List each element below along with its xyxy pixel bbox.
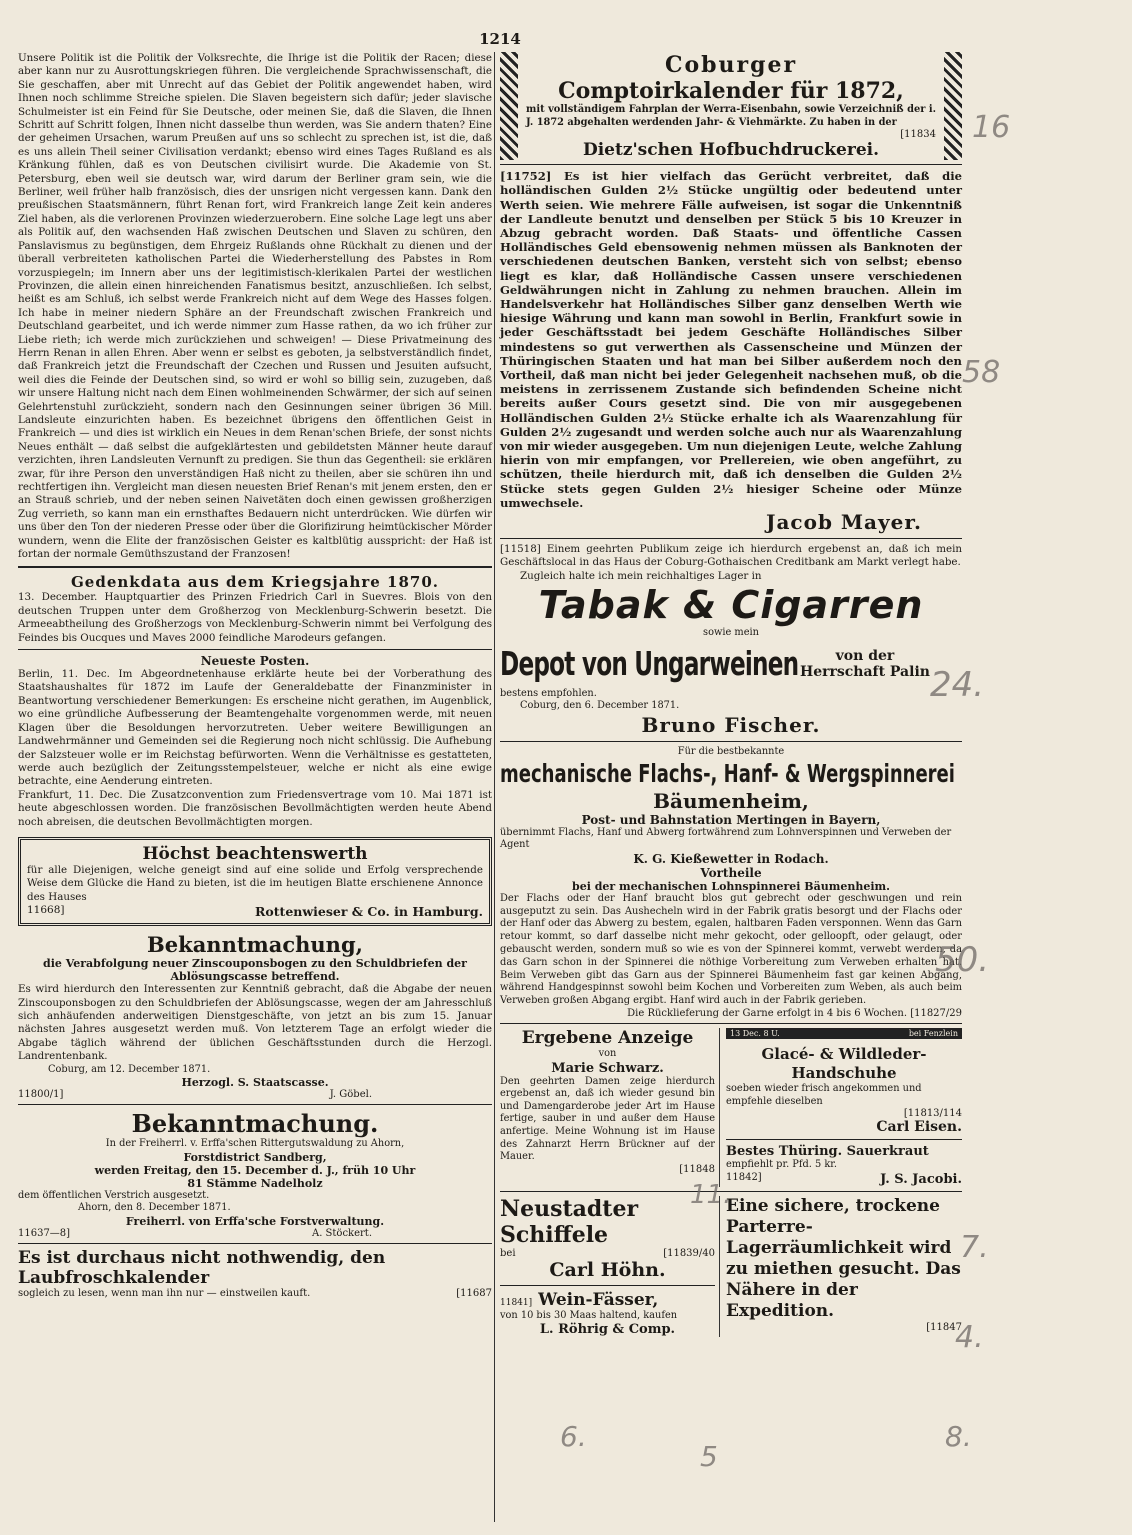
fischer-intro2: Zugleich halte ich mein reichhaltiges Lager in (520, 569, 762, 582)
handwritten-number: 5 (700, 1440, 718, 1473)
handwritten-number: 6. (560, 1420, 587, 1453)
laub-text: sogleich zu lesen, wenn man ihn nur — einstweilen kauft. (18, 1287, 311, 1299)
eisen-name: Carl Eisen. (876, 1119, 962, 1136)
parterre-ad (720, 1196, 962, 1338)
ornament-left (500, 52, 518, 160)
schwarz-number: [11848 (679, 1163, 715, 1175)
eisen-banner (726, 1028, 962, 1039)
handwritten-number: 8. (945, 1420, 972, 1453)
gedenk-text: 13. December. Hauptquartier des Prinzen Friedrich Carl in Suevres. Blois von den deutschen Truppen unter dem Großherzog von Mecklenburg-Schwerin besetzt. Die Armeeabtheilung des Großherzogs von Mecklenburg-Schwerin nimmt bei Verfolgung des Feindes bis Oucques und Maves 2000 feindliche Marodeurs gefangen. (18, 591, 492, 644)
handwritten-number: 50. (935, 940, 990, 980)
eisen-number: [11813/114 (903, 1108, 962, 1120)
schwarz-text: Den geehrten Damen zeige hierdurch ergebenst an, daß ich wieder gesund bin und Damengarderobe jeder Art im Hause fertige, sauber in und außer dem Hause anfertige. Meine Wohnung ist im Hause des Zahnarzt Herrn Brückner auf der Mauer. (500, 1075, 715, 1163)
mayer-name: Jacob Mayer. (766, 510, 922, 535)
divider (18, 1104, 492, 1105)
fischer-ad (500, 543, 962, 737)
sauerkraut-text: empfiehlt pr. Pfd. 5 kr. (726, 1159, 838, 1171)
handwritten-number: 4. (955, 1320, 984, 1355)
fischer-tabak: Tabak & Cigarren (538, 583, 924, 628)
eisen-text: soeben wieder frisch angekommen und empfehle dieselben (726, 1083, 922, 1107)
hoehn-name: Carl Höhn. (549, 1258, 666, 1281)
laub-number: [11687 (456, 1287, 492, 1299)
bek1-date: Coburg, am 12. December 1871. (48, 1063, 211, 1075)
spinn-l2: mechanische Flachs-, Hanf- & Wergspinnerei (500, 758, 955, 788)
bek1-number: 11800/1] (18, 1089, 64, 1101)
mayer-ad (500, 169, 962, 534)
hoechst-text: für alle Diejenigen, welche geneigt sind auf eine solide und Erfolg versprechende Weise dem Glücke die Hand zu bieten, ist die im heutigen Blatte erschienene Annonce des Hauses (27, 863, 483, 903)
handwritten-number: 11. (690, 1180, 732, 1210)
fischer-palin: Herrschaft Palin (800, 663, 930, 680)
bekanntmachung-2 (18, 1109, 492, 1239)
bek2-l3: werden Freitag, den 15. December d. J., früh 10 Uhr (94, 1163, 416, 1177)
posten-berlin: Berlin, 11. Dec. Im Abgeordnetenhause erklärte heute bei der Vorberathung des Staatshaushaltes für 1872 im Laufe der Generaldebatte der Finanzminister in Beantwortung verschiedener Bemerkungen: Es erscheine nicht gerathen, im Augenblick, wo eine gründliche Aufbesserung der Beamtengehalte vorgenommen werde, mit neuen Klagen über die Besoldungen hervorzutreten. Ueber weitere Bewilligungen an Landwehrmänner und Gemeinden sei die Regierung noch nicht schlüssig. Die Aufhebung der Salzsteuer wolle er im Reichstag befürworten. Wenn die Verhältnisse es gestatteten, werde auch bezüglich der Zeitungsstempelsteuer, welche er nicht als eine ewige betrachte, eine Aenderung eintreten. (18, 668, 492, 788)
posten-section (18, 654, 492, 829)
page-number: 1214 (479, 30, 521, 48)
bek2-l5: dem öffentlichen Verstrich ausgesetzt. (18, 1189, 210, 1201)
ornament-right (944, 52, 962, 160)
fischer-sowie: sowie mein (703, 627, 759, 639)
coburger-number: [11834 (900, 129, 936, 141)
wein-text: von 10 bis 30 Maas haltend, kaufen (500, 1309, 678, 1321)
hoehn-title: Neustadter Schiffele (500, 1195, 639, 1248)
bek2-l4: 81 Stämme Nadelholz (187, 1176, 323, 1190)
hoehn-ad (500, 1196, 720, 1338)
fischer-depot: Depot von Ungarweinen (500, 644, 799, 684)
sauerkraut-title: Bestes Thüring. Sauerkraut (726, 1144, 929, 1160)
divider (726, 1139, 962, 1140)
hoehn-bei: bei (500, 1247, 516, 1259)
hoehn-number: [11839/40 (663, 1247, 715, 1259)
bek1-title: Bekanntmachung, (147, 932, 363, 958)
fischer-best: bestens empfohlen. (500, 687, 597, 699)
bek2-l2: Forstdistrict Sandberg, (183, 1150, 327, 1164)
coburger-l3: mit vollständigem Fahrplan der Werra-Eisenbahn, sowie Verzeichniß der i. J. 1872 abgehalten werdenden Jahr- & Viehmärkte. Zu haben in der (526, 104, 936, 128)
hoechst-firm: Rottenwieser & Co. in Hamburg. (255, 904, 483, 920)
spinnerei-ad (500, 746, 962, 1019)
bek1-text: Es wird hierdurch den Interessenten zur Kenntniß gebracht, daß die Abgabe der neuen Zinscouponsbogen zu den Schuldbriefen der Ablösungscasse, wegen der am Jahresschluß sich anhäufenden anderweitigen Dienstgeschäfte, von jetzt an bis zum 15. Januar nächsten Jahres ausgesetzt werden muß. Von letzterem Tage an erfolgt wieder die Abgabe täglich während der üblichen Geschäftsstunden durch die Herzogl. Landrentenbank. (18, 983, 492, 1063)
bek1-sign: Herzogl. S. Staatscasse. (181, 1076, 329, 1090)
sauerkraut-name: J. S. Jacobi. (880, 1171, 962, 1187)
small-ads-row-2 (500, 1196, 962, 1338)
divider (500, 538, 962, 539)
fischer-date: Coburg, den 6. December 1871. (520, 700, 680, 712)
divider (500, 1285, 715, 1286)
mayer-text: [11752] Es ist hier vielfach das Gerücht verbreitet, daß die holländischen Gulden 2½ Stücke ungültig oder bedeutend unter Werth seien. Wie mehrere Fälle aufweisen, ist sogar die Unkenntniß der Landleute benutzt und denselben per Stück 5 bis 10 Kreuzer in Abzug gebracht worden. Daß Staats- und öffentliche Cassen Holländisches Geld ebensowenig nehmen müssen als Banknoten der verschiedenen deutschen Banken, versteht sich von selbst; ebenso liegt es klar, daß Holländische Cassen unsere verschiedenen Geldwährungen nicht in Zahlung zu nehmen brauchen. Allein im Handelsverkehr hat Holländisches Silber ganz denselben Werth wie hiesige Währung und kann man sowohl in Berlin, Frankfurt sowie in jeder Geschäftsstadt bei jedem Geschäfte Holländisches Silber mindestens so gut verwerthen als Cassenscheine und Münzen der Thüringischen Staaten und hat man bei Silber außerdem noch den Vortheil, daß man nicht bei jeder Gelegenheit nachsehen muß, ob die meistens in zerrissenem Zustande sich befindenden Scheine nicht bereits außer Cours gesetzt sind. Die von mir ausgegebenen Holländischen Gulden 2½ Stücke erhalte ich als Waarenzahlung für Gulden 2½ zugesandt und werden solche auch nur als Waarenzahlung von mir wieder ausgegeben. Um nun diejenigen Leute, welche Zahlung hierin von mir empfangen, vor Prellereien, wie oben angeführt, zu schützen, theile hierdurch mit, daß ich denselben die Gulden 2½ Stücke stets gegen Gulden 2½ hiesiger Scheine oder Münze umwechsele. (500, 169, 962, 510)
divider (18, 566, 492, 568)
coburger-l2: Comptoirkalender für 1872, (558, 78, 904, 104)
schwarz-name: Marie Schwarz. (551, 1060, 664, 1076)
parterre-number: [11847 (926, 1321, 962, 1333)
spinn-l1: Für die bestbekannte (677, 746, 785, 758)
coburger-l4: Dietz'schen Hofbuchdruckerei. (582, 140, 880, 161)
hoechst-title: Höchst beachtenswerth (142, 843, 368, 864)
laub-title: Es ist durchaus nicht nothwendig, den Laubfroschkalender (18, 1247, 386, 1288)
coburger-ad (500, 52, 962, 160)
wein-name: L. Röhrig & Comp. (539, 1322, 676, 1338)
bek1-name: J. Göbel. (329, 1089, 372, 1101)
spinn-l8: bei der mechanischen Lohnspinnerei Bäumenheim. (572, 879, 890, 893)
divider (500, 1023, 962, 1024)
divider (18, 649, 492, 650)
spinn-l7: Vortheile (700, 865, 762, 880)
handwritten-number: 16 (972, 110, 1011, 145)
bek2-number: 11637—8] (18, 1227, 71, 1239)
eisen-tag2: bei Fenzlein (908, 1029, 958, 1039)
bek2-title: Bekanntmachung. (131, 1109, 379, 1139)
politics-article: Unsere Politik ist die Politik der Volksrechte, die Ihrige ist die Politik der Racen; diese aber kann nur zu Ausrottungskriegen führen. Die vergleichende Sprachwissenschaft, die Sie geschaffen, aber mit Unrecht auf das Gebiet der Politik angewendet haben, wird Ihnen noch schlimme Streiche spielen. Die Slaven begeistern sich dafür; jeder slavische Schulmeister ist ein Feind für Sie Deutsche, oder meinen Sie, daß die Slaven, die Ihnen Schritt auf Schritt folgen, Ihnen nicht dasselbe thun werden, was Sie andern thaten? Eine der geheimen Ursachen, warum Preußen auf uns so schlecht zu sprechen ist, ist die, daß es uns allein Theil seiner Civilisation verdankt; ebenso wird eines Tages Rußland es als Kränkung fühlen, daß es von Deutschen civilisirt wurde. Die Akademie von St. Petersburg, eben weil sie deutsch war, wird darum der Berliner gram sein, wie die Berliner, weil früher halb französisch, dies der unsrigen nicht vergessen kann. Dank den preußischen Staatsmännern, führt Renan fort, wird Frankreich lange Zeit kein anderes Ziel haben, als die verlorenen Provinzen wiederzuerobern. Eine solche Lage legt uns aber als Politik auf, den wachsenden Haß zwischen Deutschen und Slaven zu schüren, den Panslavismus zu begünstigen, dem Ehrgeiz Rußlands ohne Rückhalt zu dienen und der überall verbreiteten katholischen Partei die Wiederherstellung des Pabstes in Rom vorzuspiegeln; im Innern aber uns der legitimistisch-klerikalen Partei der westlichen Provinzen, die allein einen hinreichenden Fanatismus besitzt, anzuschließen. Ich selbst, heißt es am Schluß, ich selbst werde Frankreich nicht auf dem Wege des Hasses folgen. Ich habe in meiner niedern Sphäre an der Freundschaft zwischen Frankreich und Deutschland gearbeitet, und ich werde nimmer zum Hasse rathen, da wo ich früher zur Liebe rieth; ich werde mich zurückziehen und schweigen! — Diese Privatmeinung des Herrn Renan in allen Ehren. Aber wenn er selbst es geboten, ja selbstverständlich findet, daß Frankreich jetzt die Freundschaft der Czechen und Russen und Jesuiten aufsucht, weil dies die Feinde der Deutschen sind, so wird er wohl so billig sein, zuzugeben, daß wir unsere Haltung nicht nach dem Einen wohlmeinenden Schwärmer, der sich auf seinen Gelehrtenstuhl zurückzieht, sondern nach den Gesinnungen seiner übrigen 36 Mill. Landsleute einzurichten haben. Es bezeichnet übrigens den öffentlichen Geist in Frankreich — und dies ist wirklich ein Neues in dem Renan'schen Briefe, der sonst nichts Neues enthält — daß selbst die aufgeklärtesten und gebildetsten Männer heute darauf verzichten, ihren Landsleuten Vernunft zu predigen. Sie thun das Gegentheil: sie erklären zwar, für ihre Person den unverständigen Haß nicht zu theilen, aber sie schüren ihn und rechtfertigen ihn. Vergleicht man diesen neuesten Brief Renan's mit jenem ersten, den er an Strauß schrieb, und der neben seinen Naivetäten doch einen gewissen großherzigen Zug verrieth, so kann man ein ernsthaftes Bedauern nicht unterdrücken. Wie dürfen wir uns über den Ton der niederen Presse oder über die Glorifizirung heimtückischer Mörder wundern, wenn die Elite der französischen Geister es kaltblütig ausspricht: der Haß ist fortan der normale Gemüthszustand der Franzosen! (18, 52, 492, 561)
spinn-text: Der Flachs oder der Hanf braucht blos gut gebrecht oder geschwungen und rein ausgeputzt zu sein. Das Aushecheln wird in der Fabrik gratis besorgt und der Flachs oder der Hanf oder das Abwerg zu bestem, egalen, haltbaren Faden versponnen. Wenn das Garn retour kommt, so darf dasselbe nicht mehr gekocht, oder gelloopft, oder gelaugt, oder gebauscht werden, sondern muß so wie es von der Spinnerei kommt, verwebt werden, da das Garn schon in der Spinnerei die nöthige Vorbereitung zum Verweben erhalten hat. Beim Verweben gibt das Garn aus der Spinnerei Bäumenheim fast gar keinen Abgang, während Handgespinnst sowohl beim Kochen und Vorbereiten zum Weben, als auch beim Verweben großen Abgang ergibt. Hanf wird auch in der Fabrik gerieben. (500, 892, 962, 1007)
fischer-name: Bruno Fischer. (641, 713, 821, 738)
fischer-vonder: von der (835, 647, 895, 664)
right-column (500, 52, 962, 1525)
left-column (18, 52, 492, 1525)
bek1-subtitle: die Verabfolgung neuer Zinscouponsbogen zu den Schuldbriefen der Ablösungscasse betreffend. (43, 957, 467, 984)
sauerkraut-number: 11842] (726, 1171, 762, 1183)
fischer-intro: [11518] Einem geehrten Publikum zeige ich hierdurch ergebenst an, daß ich mein Geschäftslocal in das Haus der Coburg-Gothaischen Creditbank am Markt verlegt habe. (500, 543, 962, 569)
spinn-last: Die Rücklieferung der Garne erfolgt in 4 bis 6 Wochen. [11827/29 (627, 1008, 962, 1020)
gedenk-section (18, 573, 492, 645)
eisen-ad (726, 1028, 962, 1187)
spinn-l6: K. G. Kießewetter in Rodach. (633, 851, 829, 866)
posten-title: Neueste Posten. (200, 654, 310, 669)
hoechst-ad (18, 837, 492, 926)
bek2-name: A. Stöckert. (311, 1227, 372, 1239)
bek2-date: Ahorn, den 8. December 1871. (78, 1202, 231, 1214)
gedenk-title: Gedenkdata aus dem Kriegsjahre 1870. (71, 573, 439, 592)
handwritten-number: 24. (930, 665, 985, 705)
eisen-title: Glacé- & Wildleder-Handschuhe (761, 1045, 927, 1083)
coburger-l1: Coburger (664, 52, 798, 78)
bek2-l1: In der Freiherrl. v. Erffa'schen Rittergutswaldung zu Ahorn, (105, 1138, 405, 1150)
wein-number: 11841] (500, 1297, 533, 1308)
bekanntmachung-1 (18, 932, 492, 1100)
schwarz-ad (500, 1028, 720, 1187)
parterre-text: Eine sichere, trockene Parterre-Lagerräumlichkeit wird zu miethen gesucht. Das Nähere in der Expedition. (726, 1195, 961, 1321)
schwarz-von: von (598, 1048, 617, 1060)
divider (500, 741, 962, 742)
spinn-l5: übernimmt Flachs, Hanf und Abwerg fortwährend zum Lohnverspinnen und Verweben der Agent (500, 826, 952, 851)
handwritten-number: 7. (960, 1230, 989, 1265)
bek2-sign: Freiherrl. von Erffa'sche Forstverwaltung. (125, 1214, 385, 1228)
laubfrosch-ad (18, 1248, 492, 1299)
schwarz-title: Ergebene Anzeige (521, 1028, 694, 1049)
divider (18, 1243, 492, 1244)
posten-frankfurt: Frankfurt, 11. Dec. Die Zusatzconvention zum Friedensvertrage vom 10. Mai 1871 ist heute abgeschlossen worden. Die französischen Bevollmächtigten werden heute Abend noch abreisen, die deutschen Bevollmächtigten morgen. (18, 788, 492, 828)
spinn-l4: Post- und Bahnstation Mertingen in Bayern, (581, 812, 881, 827)
divider (500, 164, 962, 165)
hoechst-number: 11668] (27, 904, 65, 917)
eisen-tag1: 13 Dec. 8 U. (730, 1029, 780, 1039)
wein-title: Wein-Fässer, (538, 1289, 659, 1310)
small-ads-row-1 (500, 1028, 962, 1187)
handwritten-number: 58 (962, 355, 1001, 390)
column-divider (494, 52, 495, 1522)
spinn-l3: Bäumenheim, (653, 788, 809, 813)
